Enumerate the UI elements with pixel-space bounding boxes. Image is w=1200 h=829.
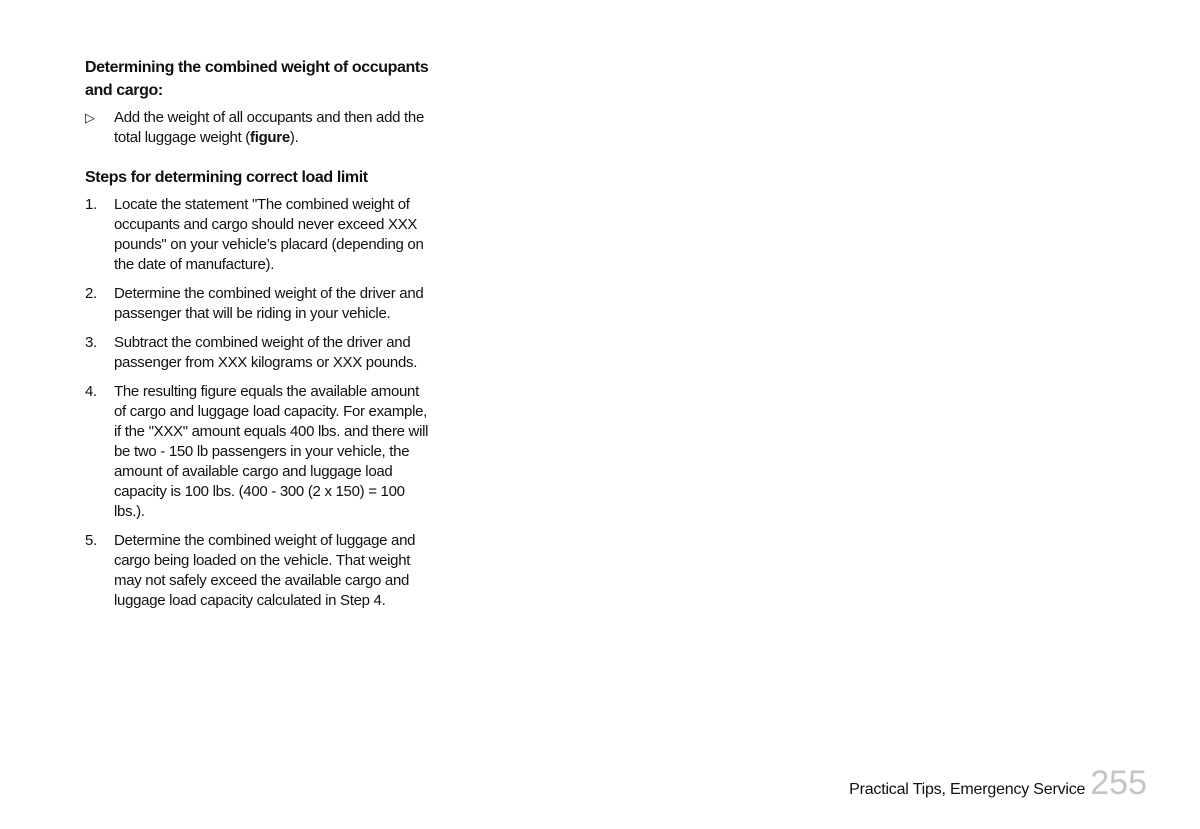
triangle-bullet-icon: ▷ (85, 110, 95, 125)
page-number: 255 (1090, 764, 1147, 802)
step-number: 5. (85, 532, 97, 549)
section-heading-combined-weight: Determining the combined weight of occupants and cargo: (85, 59, 429, 99)
bullet-text: Add the weight of all occupants and then add the total luggage weight ( (114, 109, 425, 146)
step-text: Determine the combined weight of luggage and cargo being loaded on the vehicle. That weight may not safely exceed the available cargo and luggage load capacity calculated in Step 4. (114, 532, 416, 609)
step-item (85, 382, 430, 522)
figure-reference: figure (250, 129, 290, 146)
footer-section-title: Practical Tips, Emergency Service (849, 781, 1086, 798)
step-text: Determine the combined weight of the driver and passenger that will be riding in your vehicle. (114, 285, 424, 322)
step-number: 1. (85, 196, 97, 213)
step-text: Subtract the combined weight of the driver and passenger from XXX kilograms or XXX pounds. (114, 334, 418, 371)
step-item (85, 333, 430, 373)
step-item (85, 531, 430, 611)
section-heading-load-limit: Steps for determining correct load limit (85, 169, 368, 186)
instruction-bullet (85, 108, 430, 148)
step-number: 4. (85, 383, 97, 400)
step-number: 2. (85, 285, 97, 302)
step-number: 3. (85, 334, 97, 351)
step-text: The resulting figure equals the available amount of cargo and luggage load capacity. For example, if the "XXX" amount equals 400 lbs. and there will be two - 150 lb passengers in your vehicle, the amount of available cargo and luggage load capacity is 100 lbs. (400 - 300 (2 x 150) = 100 lbs.). (114, 383, 429, 520)
steps-list (85, 195, 430, 611)
bullet-text-end: ). (289, 129, 299, 146)
page-footer (849, 766, 1147, 800)
step-item (85, 284, 430, 324)
step-text: Locate the statement "The combined weight of occupants and cargo should never exceed XXX pounds" on your vehicle’s placard (depending on the date of manufacture). (114, 196, 424, 273)
content-column (85, 56, 430, 620)
step-item (85, 195, 430, 275)
